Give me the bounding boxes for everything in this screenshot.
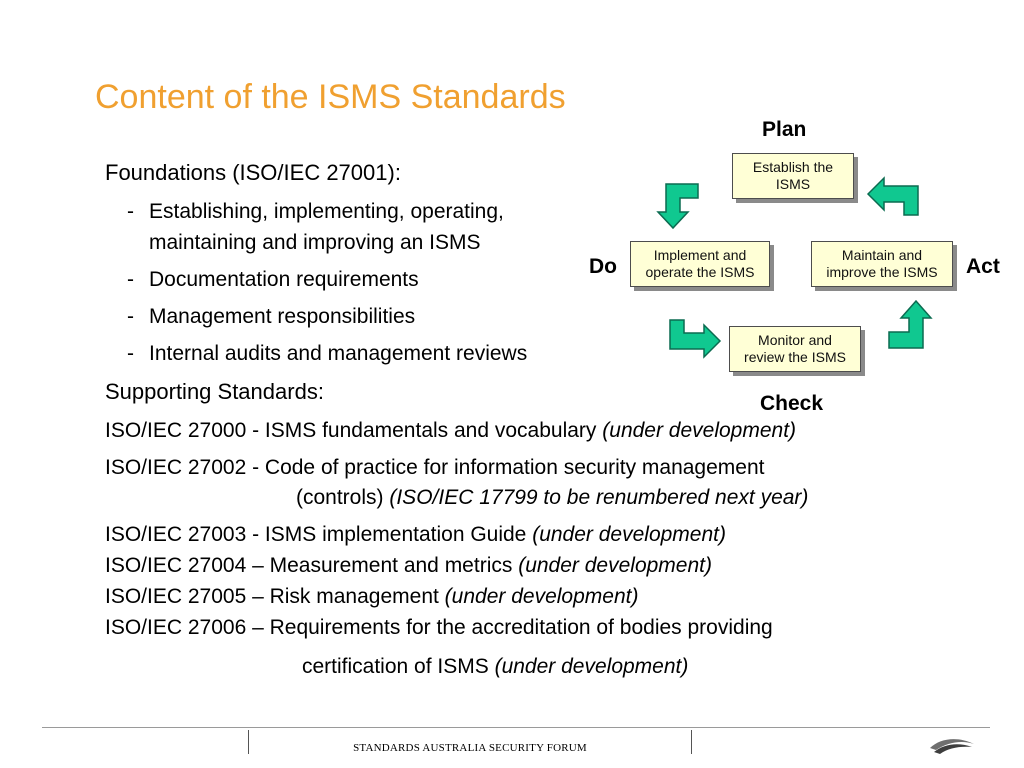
standard-27006-cont: certification of ISMS (under development) xyxy=(302,655,689,678)
bullet-dash: - xyxy=(127,268,134,291)
pdca-label-check: Check xyxy=(760,392,824,415)
page-title: Content of the ISMS Standards xyxy=(95,78,566,116)
pdca-label-act: Act xyxy=(966,255,1000,278)
pdca-label-plan: Plan xyxy=(762,118,807,141)
bullet-item-management: Management responsibilities xyxy=(149,305,416,328)
standard-27004: ISO/IEC 27004 – Measurement and metrics (under development) xyxy=(105,554,712,577)
footer-divider xyxy=(42,727,990,728)
supporting-heading: Supporting Standards: xyxy=(105,379,324,404)
standard-27006: ISO/IEC 27006 – Requirements for the accreditation of bodies providing xyxy=(105,616,773,639)
arrow-do-to-check-icon xyxy=(668,318,724,362)
bullet-item-documentation: Documentation requirements xyxy=(149,268,419,291)
monitor-box: Monitor and review the ISMS xyxy=(729,326,861,372)
arrow-plan-to-do-icon xyxy=(658,180,704,232)
bullet-dash: - xyxy=(127,305,134,328)
standard-27003: ISO/IEC 27003 - ISMS implementation Guide (under development) xyxy=(105,523,726,546)
standard-27002-cont: (controls) (ISO/IEC 17799 to be renumbered next year) xyxy=(296,486,809,509)
bullet-item-establishing: Establishing, implementing, operating, xyxy=(149,200,504,223)
maintain-box: Maintain and improve the ISMS xyxy=(811,241,953,287)
standard-27005: ISO/IEC 27005 – Risk management (under development) xyxy=(105,585,639,608)
pdca-label-do: Do xyxy=(589,255,617,278)
bullet-item-audits: Internal audits and management reviews xyxy=(149,342,528,365)
standard-27002: ISO/IEC 27002 - Code of practice for information security management xyxy=(105,456,765,479)
arrow-act-to-plan-icon xyxy=(866,175,924,219)
foundations-heading: Foundations (ISO/IEC 27001): xyxy=(105,160,401,185)
establish-box: Establish the ISMS xyxy=(732,153,854,199)
footer-org-name: STANDARDS AUSTRALIA SECURITY FORUM xyxy=(353,742,587,754)
swoosh-logo-icon xyxy=(928,734,976,756)
bullet-dash: - xyxy=(127,200,134,223)
bullet-item-establishing-cont: maintaining and improving an ISMS xyxy=(149,231,481,254)
standard-27000: ISO/IEC 27000 - ISMS fundamentals and vocabulary (under development) xyxy=(105,419,797,442)
implement-box: Implement and operate the ISMS xyxy=(630,241,770,287)
bullet-dash: - xyxy=(127,342,134,365)
arrow-check-to-act-icon xyxy=(887,298,933,352)
